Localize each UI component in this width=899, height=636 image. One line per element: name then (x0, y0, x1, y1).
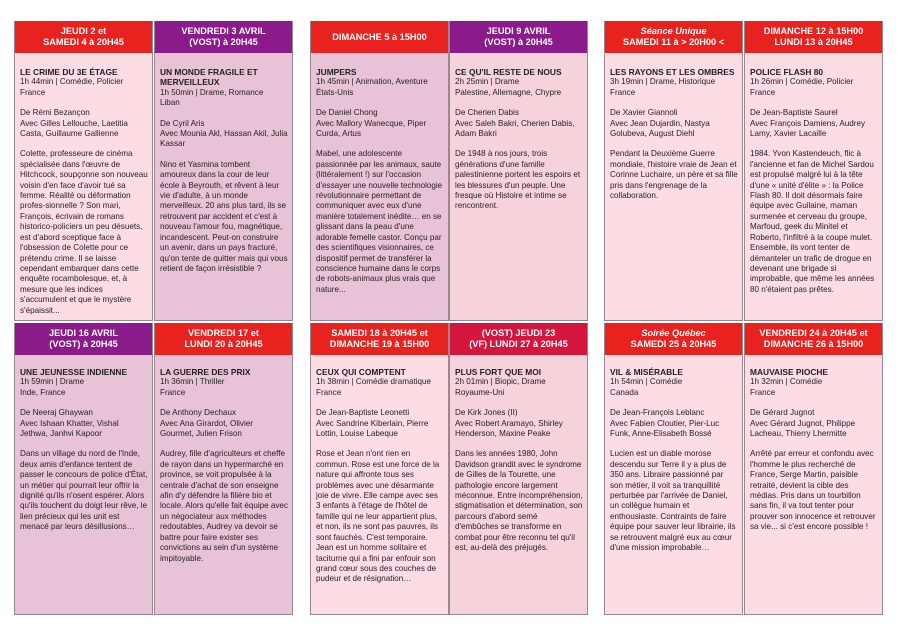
film-country: Inde, France (20, 387, 66, 397)
film-cast: Avec François Damiens, Audrey Lamy, Xavier Lacaille (750, 118, 866, 139)
film-cast: Avec Saleh Bakri, Cherien Dabis, Adam Bakri (455, 118, 575, 139)
screening-header (745, 323, 882, 355)
film-synopsis: Arrêté par erreur et confondu avec l'homme le plus recherché de France, Serge Martin, paisible retraité, devient la cible des médias. Pris dans un tourbillon sans fin, il va tout tenter pour prouver son innocence et retrouver sa vie... si c'est encore possible ! (750, 449, 876, 532)
screening-time: SAMEDI 11 à > 20H00 < (622, 37, 725, 47)
film-details (15, 367, 152, 533)
film-director: De Rémi Bezançon (20, 108, 90, 118)
film-country: Palestine, Allemagne, Chypre (455, 87, 562, 97)
film-title: VIL & MISÉRABLE (610, 367, 683, 377)
film-details (15, 67, 152, 316)
film-card (14, 323, 153, 615)
film-title: JUMPERS (316, 67, 357, 77)
film-title: UNE JEUNESSE INDIENNE (20, 367, 128, 377)
film-director: De Daniel Chong (316, 108, 378, 118)
film-info: 1h 44min | Comédie, Policier (20, 77, 124, 87)
film-title: UN MONDE FRAGILE ET MERVEILLEUX (160, 67, 258, 88)
film-title: LA GUERRE DES PRIX (160, 367, 251, 377)
film-cast: Avec Ana Girardot, Olivier Gourmet, Julien Frison (160, 418, 253, 439)
film-card (744, 21, 883, 321)
film-card (449, 21, 588, 321)
film-info: 1h 26min | Comédie, Policier (750, 77, 854, 87)
film-card (310, 323, 449, 615)
film-info: 1h 45min | Animation, Aventure (316, 77, 428, 87)
film-director: De Kirk Jones (II) (455, 408, 518, 418)
screening-header (15, 21, 152, 53)
screening-time: (VF) LUNDI 27 à 20H45 (469, 339, 568, 349)
film-info: 1h 50min | Drame, Romance (160, 87, 264, 97)
screening-time: JEUDI 2 et (60, 26, 107, 36)
film-details (155, 67, 292, 274)
film-synopsis: Dans les années 1980, John Davidson grandit avec le syndrome de Gilles de la Tourette, une pathologie encore largement méconnue. Entre incompréhension, stigmatisation et détermination, son parcours d'abord semé d'embûches se transforme en combat pour être reconnu tel qu'il est, au-delà des préjugés. (455, 449, 583, 553)
film-synopsis: Nino et Yasmina tombent amoureux dans la cour de leur école à Beyrouth, et rêvent à leur vie d'adulte, à un monde merveilleux. 20 ans plus tard, ils se retrouvent par accident et c'est à nouveau l'amour fou, magnétique, incandescent. Peut-on construire un avenir, dans un pays fracturé, qu'on tente de quitter mais qui vous retient de façon irrésistible ? (160, 159, 288, 273)
film-details (745, 367, 882, 533)
screening-header (311, 21, 448, 53)
screening-header (450, 323, 587, 355)
film-title: CE QU'IL RESTE DE NOUS (455, 67, 562, 77)
film-director: De Cyril Aris (160, 118, 205, 128)
film-director: De Cherien Dabis (455, 108, 519, 118)
screening-header (155, 21, 292, 53)
film-title: MAUVAISE PIOCHE (750, 367, 829, 377)
screening-time: SAMEDI 18 à 20H45 et (331, 328, 428, 338)
film-country: Royaume-Uni (455, 387, 505, 397)
film-info: 2h 25min | Drame (455, 77, 520, 87)
film-cast: Avec Sandrine Kiberlain, Pierre Lottin, Louise Labeque (316, 418, 429, 439)
film-title: POLICE FLASH 80 (750, 67, 824, 77)
film-cast: Avec Fabien Cloutier, Pier-Luc Funk, Anne-Elisabeth Bossé (610, 418, 720, 439)
screening-header (311, 323, 448, 355)
screening-time: LUNDI 13 à 20H45 (774, 37, 853, 47)
film-director: De Xavier Giannoli (610, 108, 678, 118)
screening-time: VENDREDI 3 AVRIL (181, 26, 266, 36)
film-cast: Avec Mounia Akl, Hassan Akil, Julia Kassar (160, 129, 288, 149)
film-info: 1h 38min | Comédie dramatique (316, 377, 432, 387)
film-cast: Avec Gérard Jugnot, Philippe Lacheau, Thierry Lhermitte (750, 418, 856, 439)
screening-time: DIMANCHE 5 à 15H00 (332, 31, 427, 42)
film-info: 1h 54min | Comédie (610, 377, 683, 387)
film-card (14, 21, 153, 321)
film-country: France (750, 87, 776, 97)
film-synopsis: De 1948 à nos jours, trois générations d'une famille palestinienne portent les espoirs et les blessures d'un peuple. Une fresque où Histoire et intime se rencontrent. (455, 149, 581, 211)
film-details (605, 67, 742, 201)
screening-header (605, 21, 742, 53)
screening-time: (VOST) à 20H45 (484, 37, 553, 47)
film-title: PLUS FORT QUE MOI (455, 367, 542, 377)
screening-time: (VOST) à 20H45 (49, 339, 118, 349)
film-details (311, 67, 448, 295)
film-country: France (750, 387, 776, 397)
screening-time: DIMANCHE 26 à 15H00 (763, 339, 864, 349)
film-title: LES RAYONS ET LES OMBRES (610, 67, 735, 77)
special-label: Soirée Québec (641, 328, 706, 338)
film-card (154, 323, 293, 615)
film-card (604, 323, 743, 615)
film-synopsis: Dans un village du nord de l'Inde, deux amis d'enfance tentent de passer le concours de police d'État, un métier qui pourrait leur offrir la dignité qu'ils n'osent espérer. Alors qu'ils touchent du doigt leur rêve, le lien précieux qui les unit est menacé par leurs désillusions… (20, 449, 148, 532)
screening-time: JEUDI 9 AVRIL (486, 26, 551, 36)
screening-time: DIMANCHE 12 à 15H00 (763, 26, 864, 36)
film-info: 1h 59min | Drame (20, 377, 85, 387)
screening-header (745, 21, 882, 53)
film-country: Canada (610, 387, 639, 397)
film-details (605, 367, 742, 554)
film-card (449, 323, 588, 615)
film-director: De Jean-François Leblanc (610, 408, 705, 418)
film-details (745, 67, 882, 295)
screening-time: VENDREDI 24 à 20H45 et (759, 328, 868, 338)
film-cast: Avec Mallory Wanecque, Piper Curda, Artus (316, 118, 427, 139)
film-details (450, 367, 587, 554)
film-synopsis: Rose et Jean n'ont rien en commun. Rose est une force de la nature qui affronte tous ses problèmes avec une désarmante joie de vivre. Elle campe avec ses 3 enfants à l'étage de l'hôtel de famille qui ne leur appartient plus, et non, ils ne sont pas pauvres, ils sont fauchés. C'est temporaire. Jean est un homme solitaire et taciturne qui a fini par enfouir son grand cœur sous des couches de pudeur et de résignation… (316, 449, 440, 584)
screening-time: LUNDI 20 à 20H45 (184, 339, 263, 349)
film-synopsis: Colette, professeure de cinéma spécialisée dans l'œuvre de Hitchcock, soupçonne son nouveau voisin d'en face d'avoir tué sa femme. Réalité ou déformation profes-sionnelle ? Son mari, François, écrivain de romans historico-policiers un peu désuets, est d'abord sceptique face à l'obsession de Colette pour ce prétendu crime. Il se laisse cependant embarquer dans cette enquête rocambolesque, et, à mesure que les indices s'accumulent et que le mystère s'épaissit... (20, 149, 148, 315)
film-synopsis: Mabel, une adolescente passionnée par les animaux, saute (littéralement !) sur l'occasion d'essayer une nouvelle technologie révolutionnaire permettant de communiquer avec eux d'une manière totalement inédite… en se glissant dans la peau d'une adorable femelle castor. Conçu par des scientifiques visionnaires, ce dispositif permet de transférer la conscience humaine dans le corps de robots-animaux plus vrais que nature... (316, 149, 443, 294)
screening-header (155, 323, 292, 355)
film-card (154, 21, 293, 321)
film-country: Liban (160, 98, 180, 108)
film-cast: Avec Jean Dujardin, Nastya Golubeva, August Diehl (610, 118, 710, 139)
screening-time: VENDREDI 17 et (188, 328, 259, 338)
film-info: 1h 36min | Thriller (160, 377, 225, 387)
film-cast: Avec Gilles Lellouche, Laetitia Casta, Guillaume Gallienne (20, 118, 128, 139)
special-label: Séance Unique (640, 26, 707, 36)
film-country: États-Unis (316, 87, 354, 97)
film-info: 1h 32min | Comédie (750, 377, 823, 387)
film-director: De Anthony Dechaux (160, 408, 237, 418)
screening-time: SAMEDI 4 à 20H45 (43, 37, 124, 47)
film-director: De Jean-Baptiste Saurel (750, 108, 838, 118)
screening-time: JEUDI 16 AVRIL (49, 328, 118, 338)
film-cast: Avec Robert Aramayo, Shirley Henderson, Maxine Peake (455, 418, 563, 439)
screening-time: SAMEDI 25 à 20H45 (630, 339, 717, 349)
film-synopsis: Lucien est un diable morose descendu sur Terre il y a plus de 350 ans. Libraire passionné par son métier, il voit sa tranquillité perturbée par l'arrivée de Daniel, un collègue humain et enthousiaste. Contraints de faire équipe pour sauver leur librairie, ils se retrouvent malgré eux au cœur d'une mission improbable… (610, 449, 736, 553)
film-details (311, 367, 448, 585)
film-synopsis: Audrey, fille d'agriculteurs et cheffe de rayon dans un hypermarché en province, se voit propulsée à la centrale d'achat de son enseigne afin d'y défendre la filière bio et locale. Alors qu'elle fait équipe avec un négociateur aux méthodes redoutables, Audrey va devoir se battre pour faire exister ses convictions au sein d'un système impitoyable. (160, 449, 288, 563)
film-title: LE CRIME DU 3E ÉTAGE (20, 67, 118, 77)
screening-time: (VOST) JEUDI 23 (481, 328, 556, 338)
film-details (155, 367, 292, 564)
film-card (310, 21, 449, 321)
screening-time: (VOST) à 20H45 (189, 37, 258, 47)
film-card (604, 21, 743, 321)
film-director: De Neeraj Ghaywan (20, 408, 93, 418)
screening-time: DIMANCHE 19 à 15H00 (329, 339, 430, 349)
film-synopsis: Pendant la Deuxième Guerre mondiale, l'histoire vraie de Jean et Corinne Luchaire, un père et sa fille pris dans l'engrenage de la collaboration. (610, 149, 738, 201)
film-country: France (610, 87, 636, 97)
film-details (450, 67, 587, 212)
screening-header (15, 323, 152, 355)
film-director: De Gérard Jugnot (750, 408, 815, 418)
screening-header (450, 21, 587, 53)
film-card (744, 323, 883, 615)
film-country: France (160, 387, 186, 397)
film-director: De Jean-Baptiste Leonetti (316, 408, 410, 418)
film-info: 2h 01min | Biopic, Drame (455, 377, 546, 387)
film-country: France (20, 87, 46, 97)
film-country: France (316, 387, 342, 397)
film-info: 3h 19min | Drame, Historique (610, 77, 716, 87)
film-synopsis: 1984. Yvon Kastendeuch, flic à l'ancienne et fan de Michel Sardou est propulsé malgré lui à la tête d'une « unité d'élite » : la Police Flash 80. Il doit désormais faire équipe avec Guilaine, maman surmenée et cerveau du groupe, Marfoud, geek du Minitel et Roberto, l'infiltré à la coupe mulet. Ensemble, ils vont tenter de démanteler un trafic de drogue en devenant une brigade si improbable, que même les années 80 n'étaient pas prêtes. (750, 149, 875, 294)
film-cast: Avec Ishaan Khatter, Vishal Jethwa, Janhvi Kapoor (20, 418, 119, 439)
film-title: CEUX QUI COMPTENT (316, 367, 406, 377)
screening-header (605, 323, 742, 355)
